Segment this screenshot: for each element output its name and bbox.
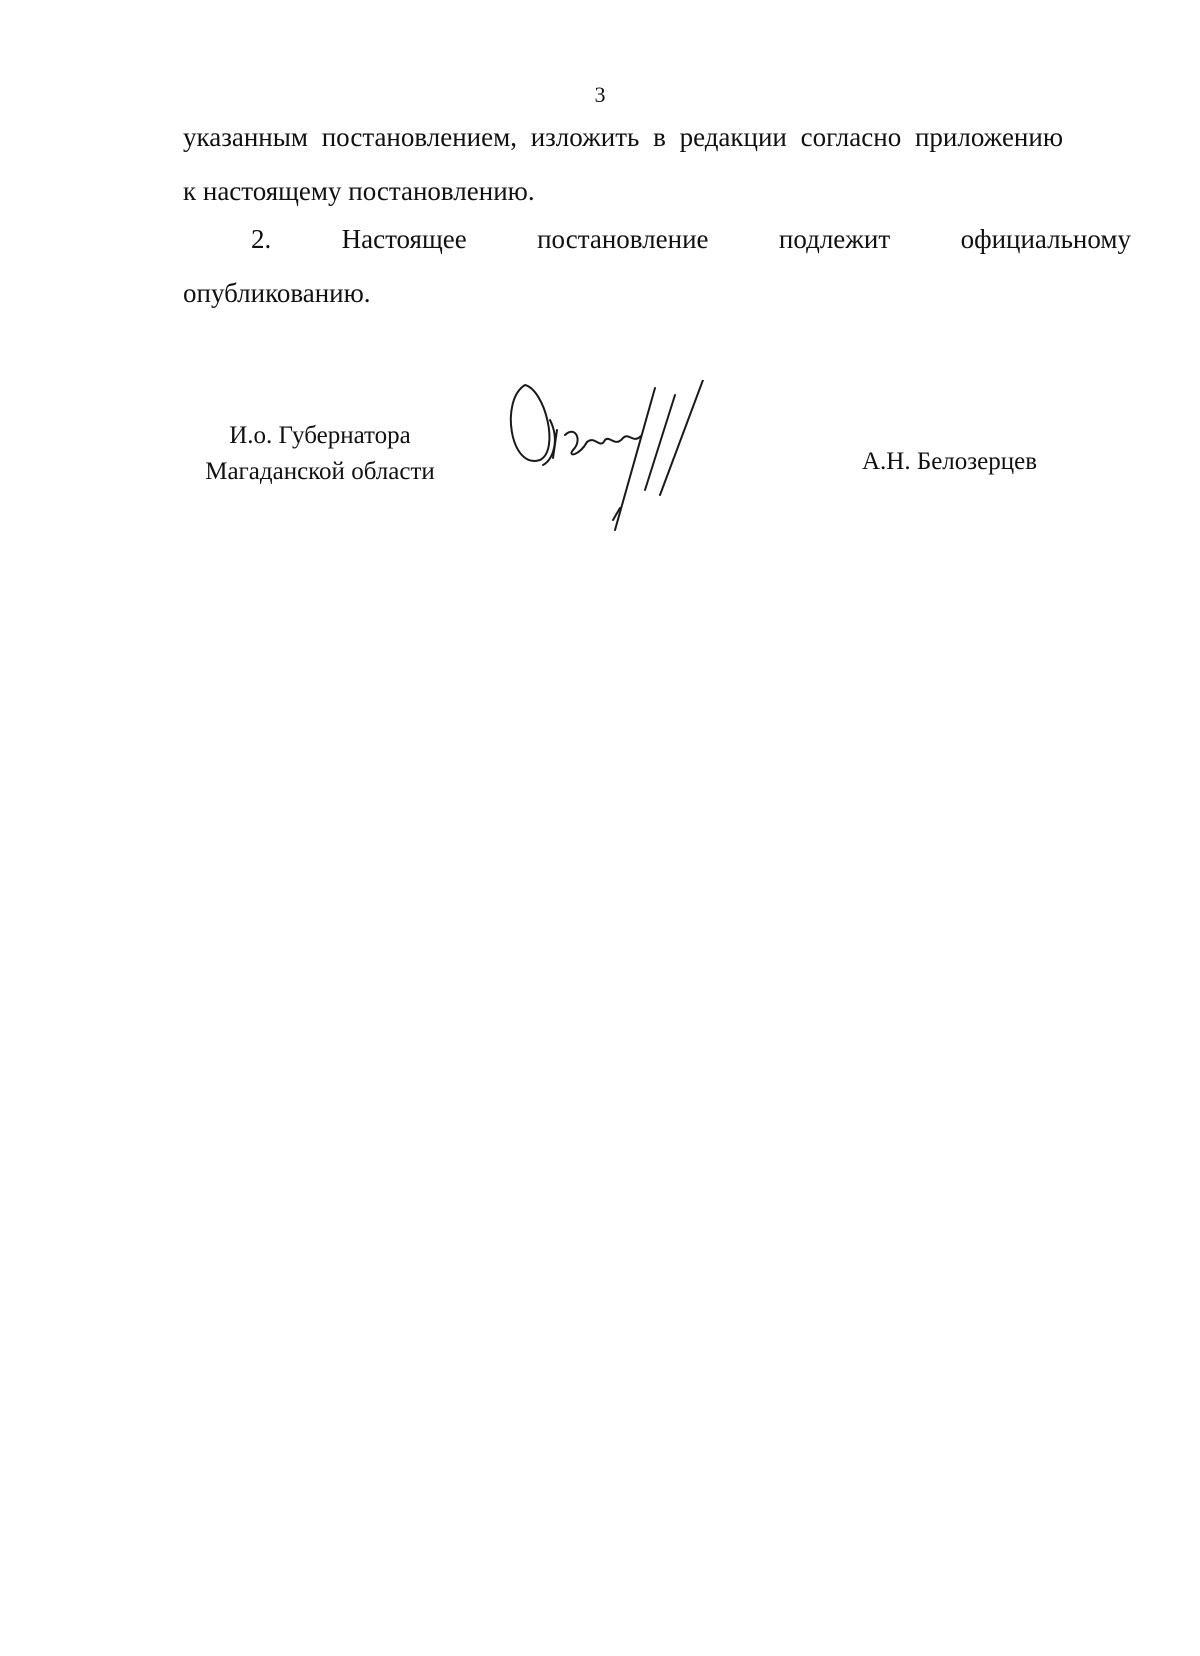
paragraph-2-word: Настоящее xyxy=(341,224,467,254)
paragraph-2-word: официальному xyxy=(960,224,1131,254)
signatory-name: А.Н. Белозерцев xyxy=(862,448,1038,475)
paragraph-2-number: 2. xyxy=(251,224,272,254)
paragraph-2-continuation: опубликованию. xyxy=(183,278,371,308)
paragraph-1-line-1: указанным постановлением, изложить в редакции согласно приложению xyxy=(183,122,1063,152)
handwritten-signature-icon xyxy=(505,380,785,560)
signatory-title-line-2: Магаданской области xyxy=(205,458,435,485)
paragraph-2-word: постановление xyxy=(537,224,709,254)
page-number: 3 xyxy=(594,82,606,107)
paragraph-2-word: подлежит xyxy=(778,224,891,254)
signatory-title xyxy=(185,418,455,490)
paragraph-2-first-line xyxy=(183,224,1131,255)
signatory-title-line-1: И.о. Губернатора xyxy=(229,422,411,449)
paragraph-1-line-2: к настоящему постановлению. xyxy=(183,176,535,206)
